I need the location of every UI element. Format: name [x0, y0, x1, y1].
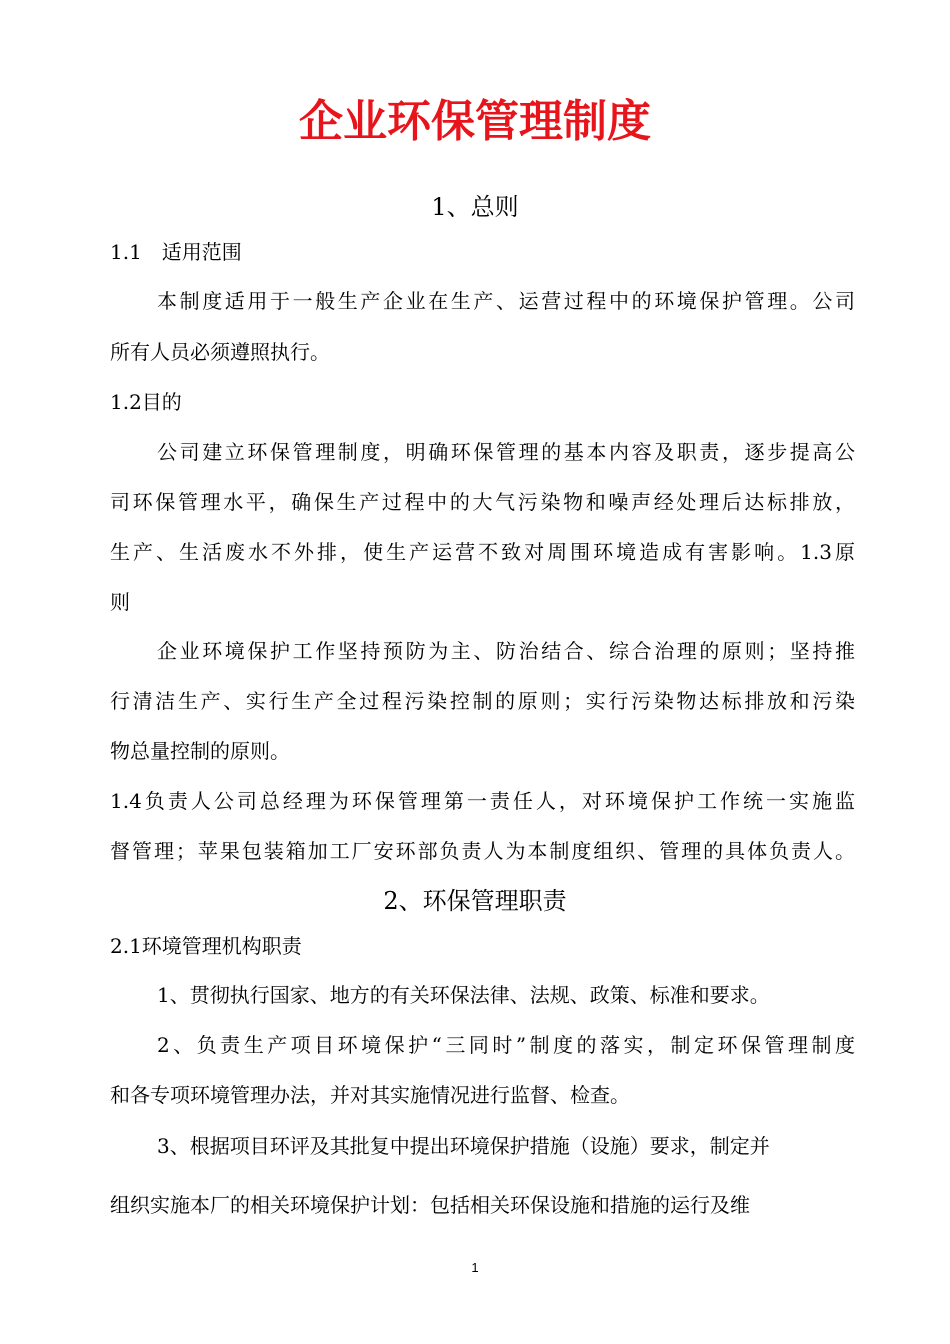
paragraph-line: 组织实施本厂的相关环境保护计划：包括相关环保设施和措施的运行及维 — [110, 1193, 750, 1217]
document-title: 企业环保管理制度 — [299, 96, 651, 147]
section-heading-responsibilities: 2、环保管理职责 — [383, 887, 567, 915]
page-number: 1 — [471, 1260, 479, 1275]
paragraph-line: 和各专项环境管理办法，并对其实施情况进行监督、检查。 — [110, 1083, 630, 1107]
paragraph-line: 物总量控制的原则。 — [110, 739, 290, 763]
subsection-heading-scope: 1.1 适用范围 — [110, 240, 242, 264]
subsection-heading-organization: 2.1环境管理机构职责 — [110, 934, 302, 958]
section-heading-general: 1、总则 — [431, 193, 519, 221]
paragraph-line: 企业环境保护工作坚持预防为主、防治结合、综合治理的原则；坚持推 — [157, 639, 855, 663]
list-item: 1、贯彻执行国家、地方的有关环保法律、法规、政策、标准和要求。 — [157, 983, 770, 1007]
paragraph-line: 行清洁生产、实行生产全过程污染控制的原则；实行污染物达标排放和污染 — [110, 689, 855, 713]
subsection-heading-purpose: 1.2目的 — [110, 390, 182, 414]
list-item: 2、负责生产项目环境保护“三同时”制度的落实，制定环保管理制度 — [157, 1033, 855, 1057]
paragraph-line: 所有人员必须遵照执行。 — [110, 340, 330, 364]
paragraph-line: 公司建立环保管理制度，明确环保管理的基本内容及职责，逐步提高公 — [157, 440, 855, 464]
paragraph-line: 司环保管理水平，确保生产过程中的大气污染物和噪声经处理后达标排放， — [110, 490, 855, 514]
paragraph-line: 本制度适用于一般生产企业在生产、运营过程中的环境保护管理。公司 — [157, 289, 855, 313]
paragraph-line: 督管理；苹果包装箱加工厂安环部负责人为本制度组织、管理的具体负责人。 — [110, 839, 855, 863]
paragraph-line: 则 — [110, 590, 130, 614]
paragraph-line: 1.4负责人公司总经理为环保管理第一责任人，对环境保护工作统一实施监 — [110, 789, 855, 813]
list-item: 3、根据项目环评及其批复中提出环境保护措施（设施）要求，制定并 — [157, 1134, 770, 1158]
paragraph-line: 生产、生活废水不外排，使生产运营不致对周围环境造成有害影响。1.3原 — [110, 540, 855, 564]
